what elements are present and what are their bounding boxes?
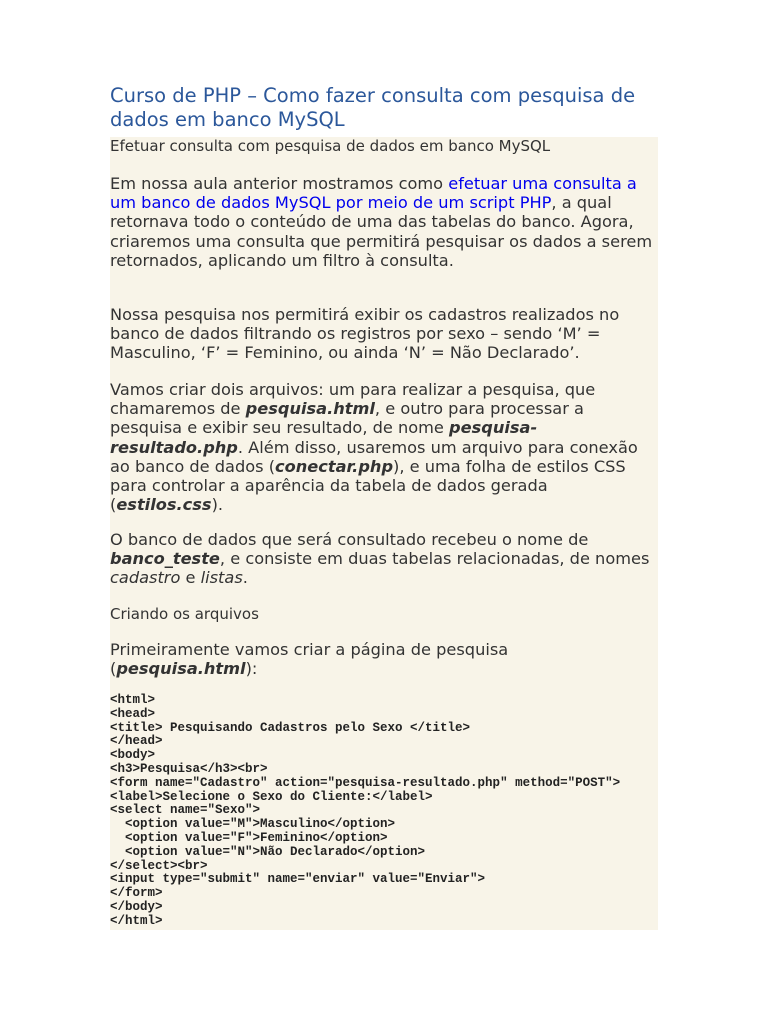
article-subtitle: Efetuar consulta com pesquisa de dados em banco MySQL	[110, 137, 551, 155]
paragraph-files	[110, 380, 658, 514]
files-text-2: , e outro para processar a pesquisa e exibir seu resultado, de nome	[110, 399, 584, 438]
file-name-pesquisa-resultado: pesquisa-resultado.php	[110, 418, 538, 457]
file-name-pesquisa-html: pesquisa.html	[245, 399, 375, 419]
file-name-pesquisa-html-2: pesquisa.html	[116, 659, 246, 679]
paragraph-create-page	[110, 640, 658, 678]
file-name-conectar: conectar.php	[275, 456, 394, 476]
section-heading: Criando os arquivos	[110, 605, 259, 623]
database-name: banco_teste	[110, 549, 220, 569]
table-name-cadastro: cadastro	[110, 568, 181, 588]
files-text-3: . Além disso, usaremos um arquivo para conexão ao banco de dados (	[110, 437, 638, 476]
files-text-5: ).	[211, 495, 224, 515]
code-block: <html> <head> <title> Pesquisando Cadastros pelo Sexo </title> </head> <body> <h3>Pesquisa</h3><br> <form name="Cadastro" action="pesquisa-resultado.php" method="POST"> <label>Selecione o Sexo do Cliente:</label> <select name="Sexo"> <option value="M">Masculino</option> <option value="F">Feminino</option> <option value="N">Não Declarado</option> </select><br> <input type="submit" name="enviar" value="Enviar"> </form> </body> </html>	[110, 693, 621, 928]
previous-lesson-link[interactable]: efetuar uma consulta a um banco de dados MySQL por meio de um script PHP	[110, 174, 637, 213]
table-name-listas: listas	[200, 568, 243, 588]
database-text-2: , e consiste em duas tabelas relacionadas, de nomes	[219, 549, 650, 569]
paragraph-intro-text-end: , a qual retornava todo o conteúdo de uma das tabelas do banco. Agora, criaremos uma consulta que permitirá pesquisar os dados a serem retornados, aplicando um filtro à consulta.	[110, 193, 653, 270]
create-page-text-2: ):	[245, 659, 258, 679]
files-text-4: ), e uma folha de estilos CSS para controlar a aparência da tabela de dados gerada (	[110, 456, 626, 515]
article-body	[110, 137, 658, 930]
page-title: Curso de PHP – Como fazer consulta com pesquisa de dados em banco MySQL	[110, 84, 636, 131]
paragraph-database	[110, 530, 658, 588]
database-text-4: .	[242, 568, 248, 588]
files-text-1: Vamos criar dois arquivos: um para realizar a pesquisa, que chamaremos de	[110, 380, 596, 419]
database-text-3: e	[180, 568, 201, 588]
database-text-1: O banco de dados que será consultado recebeu o nome de	[110, 530, 589, 549]
create-page-text-1: Primeiramente vamos criar a página de pesquisa (	[110, 640, 509, 679]
paragraph-filter: Nossa pesquisa nos permitirá exibir os cadastros realizados no banco de dados filtrando os registros por sexo – sendo ‘M’ = Masculino, ‘F’ = Feminino, ou ainda ‘N’ = Não Declarado’.	[110, 305, 620, 363]
file-name-estilos: estilos.css	[116, 495, 212, 515]
paragraph-intro	[110, 174, 658, 270]
paragraph-intro-text: Em nossa aula anterior mostramos como	[110, 174, 449, 193]
